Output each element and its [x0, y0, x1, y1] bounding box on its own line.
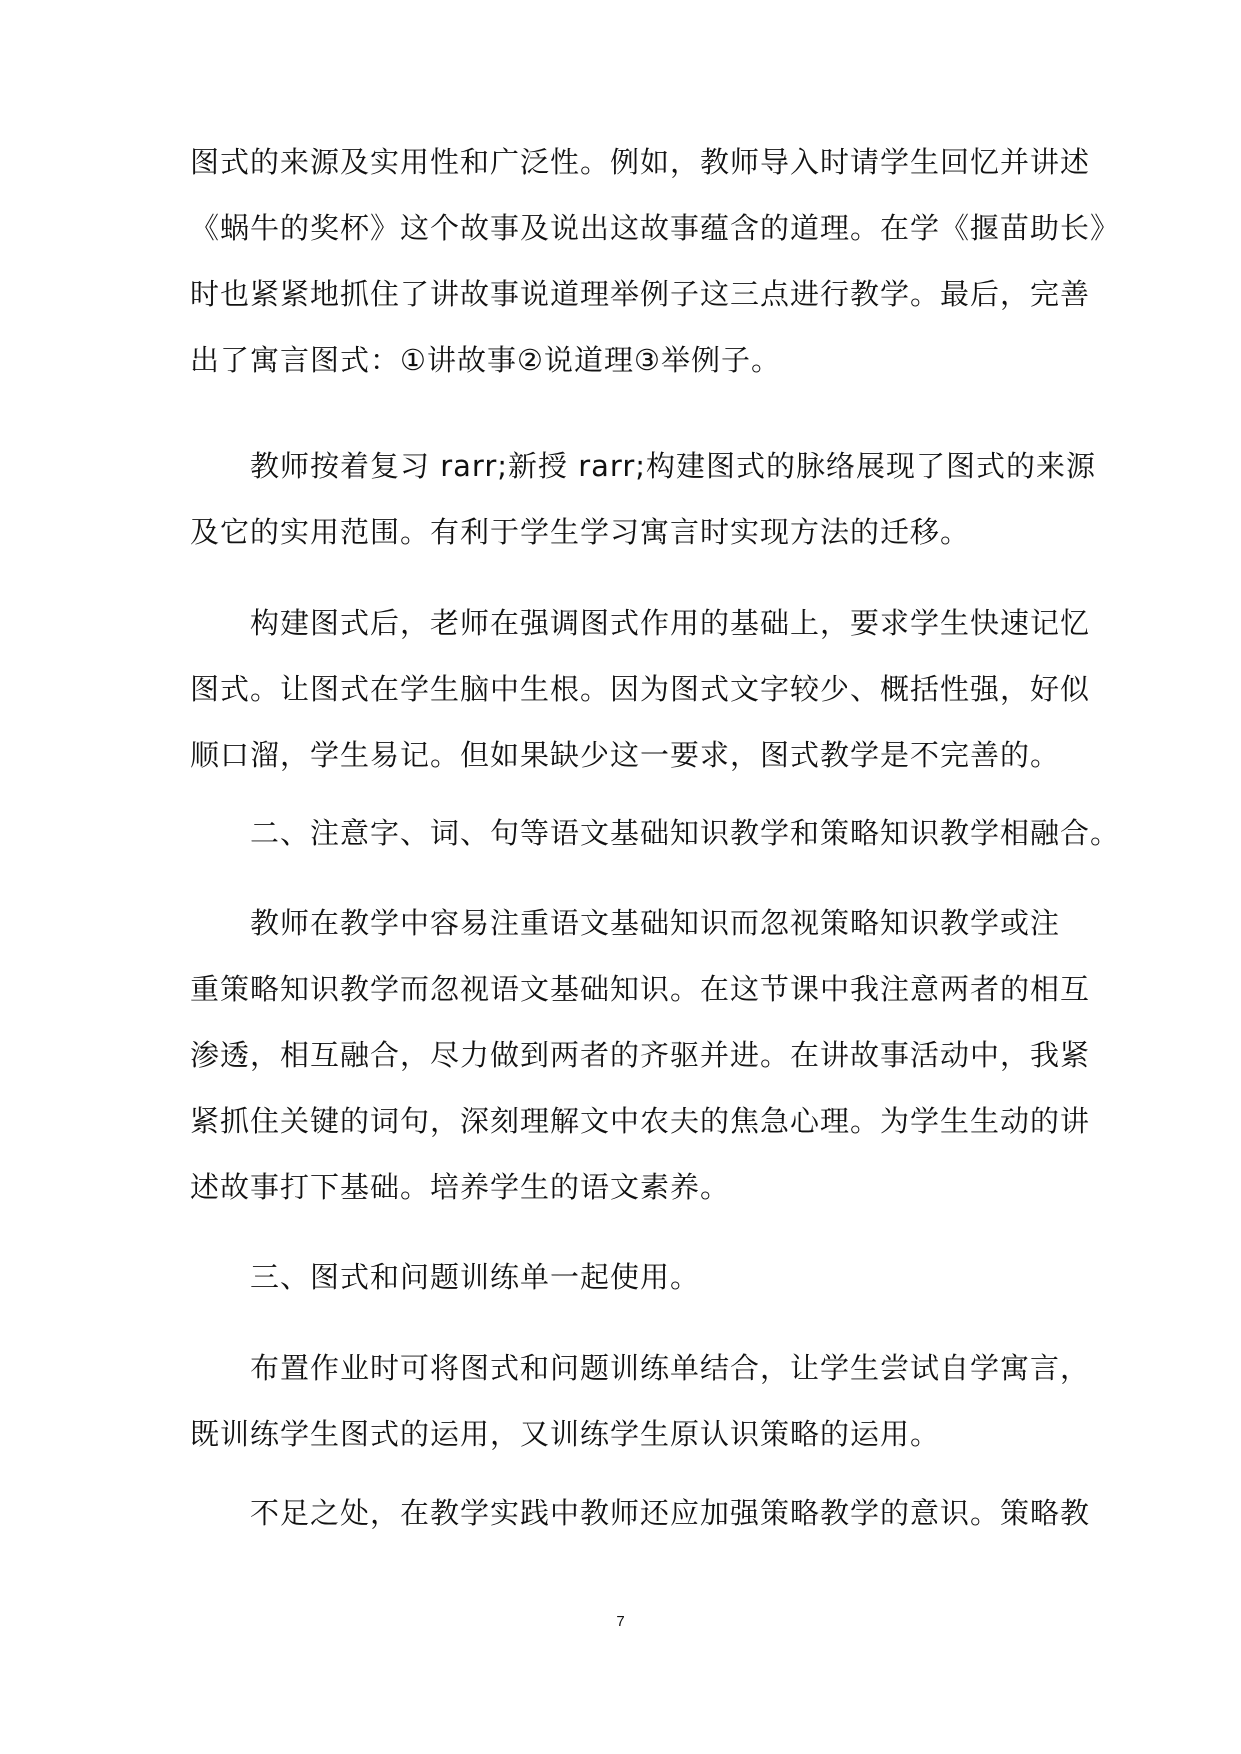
- page-number: 7: [616, 1613, 625, 1630]
- text-line: 时也紧紧地抓住了讲故事说道理举例子这三点进行教学。最后，完善: [190, 277, 1091, 311]
- section-heading: 二、注意字、词、句等语文基础知识教学和策略知识教学相融合。: [250, 816, 1121, 850]
- text-line: 述故事打下基础。培养学生的语文素养。: [190, 1170, 731, 1204]
- text-line: 《蜗牛的奖杯》这个故事及说出这故事蕴含的道理。在学《揠苗助长》: [190, 211, 1121, 245]
- text-line: 图式。让图式在学生脑中生根。因为图式文字较少、概括性强，好似: [190, 672, 1091, 706]
- paragraph-first-line: 教师按着复习 rarr;新授 rarr;构建图式的脉络展现了图式的来源: [250, 449, 1097, 483]
- paragraph-first-line: 构建图式后，老师在强调图式作用的基础上，要求学生快速记忆: [250, 606, 1091, 640]
- text-line: 重策略知识教学而忽视语文基础知识。在这节课中我注意两者的相互: [190, 972, 1091, 1006]
- text-line: 紧抓住关键的词句，深刻理解文中农夫的焦急心理。为学生生动的讲: [190, 1104, 1091, 1138]
- text-line: 出了寓言图式：①讲故事②说道理③举例子。: [190, 343, 781, 377]
- text-line: 顺口溜，学生易记。但如果缺少这一要求，图式教学是不完善的。: [190, 738, 1061, 772]
- paragraph-first-line: 不足之处，在教学实践中教师还应加强策略教学的意识。策略教: [250, 1496, 1091, 1530]
- text-line: 图式的来源及实用性和广泛性。例如，教师导入时请学生回忆并讲述: [190, 145, 1091, 179]
- text-line: 及它的实用范围。有利于学生学习寓言时实现方法的迁移。: [190, 515, 971, 549]
- section-heading: 三、图式和问题训练单一起使用。: [250, 1260, 701, 1294]
- text-line: 渗透，相互融合，尽力做到两者的齐驱并进。在讲故事活动中，我紧: [190, 1038, 1091, 1072]
- paragraph-first-line: 教师在教学中容易注重语文基础知识而忽视策略知识教学或注: [250, 906, 1061, 940]
- text-line: 既训练学生图式的运用，又训练学生原认识策略的运用。: [190, 1417, 941, 1451]
- paragraph-first-line: 布置作业时可将图式和问题训练单结合，让学生尝试自学寓言，: [250, 1351, 1091, 1385]
